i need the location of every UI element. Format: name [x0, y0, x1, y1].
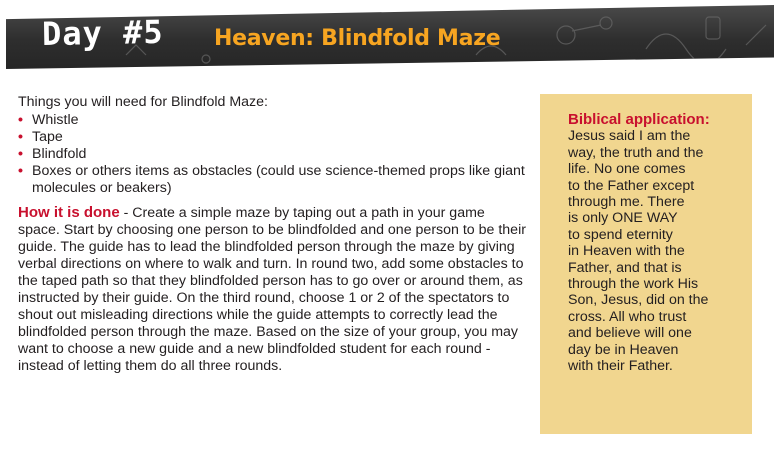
list-item: [18, 163, 528, 197]
sidebar-line: cross. All who trust: [568, 308, 687, 325]
instructions-heading: How it is done: [18, 204, 120, 221]
supplies-list: [18, 112, 528, 197]
list-item-text: Tape: [32, 129, 63, 145]
header-banner: [0, 0, 774, 74]
bullet-icon: •: [18, 146, 23, 162]
list-item: [18, 129, 528, 146]
sidebar-line: way, the truth and the: [568, 144, 704, 161]
sidebar-line: to the Father except: [568, 177, 695, 194]
sidebar-heading: Biblical application:: [568, 111, 710, 128]
sidebar-line: life. No one comes: [568, 161, 686, 178]
sidebar-line: in Heaven with the: [568, 243, 685, 260]
sidebar-line: and believe will one: [568, 325, 692, 342]
list-item-text: Whistle: [32, 112, 79, 128]
instructions-text: - Create a simple maze by taping out a path in your game space. Start by choosing one person to be blindfolded and one person to be their guide. The guide has to lead the blindfolded person through the maze by giving verbal directions on where to walk and turn. In round two, add some obstacles to the taped path so that they blindfolded person has to go over or around them, as instructed by their guide. On the third round, choose 1 or 2 of the spectators to shout out misleading directions while the guide attempts to correctly lead the blindfolded person through the maze. Based on the size of your group, you may want to choose a new guide and a new blindfolded student for each round - instead of letting them do all three rounds.: [18, 205, 526, 374]
supplies-intro: Things you will need for Blindfold Maze:: [18, 94, 268, 110]
list-item-text: Boxes or others items as obstacles (could use science-themed props like giant molecules or beakers): [32, 163, 525, 196]
sidebar-line: day be in Heaven: [568, 341, 679, 358]
biblical-application-box: [540, 94, 752, 434]
sidebar-line: Son, Jesus, did on the: [568, 292, 709, 309]
sidebar-line: is only ONE WAY: [568, 210, 678, 227]
bullet-icon: •: [18, 129, 23, 145]
sidebar-line: with their Father.: [568, 358, 673, 375]
sidebar-line: Jesus said I am the: [568, 128, 691, 145]
list-item-text: Blindfold: [32, 146, 87, 162]
page-title: Heaven: Blindfold Maze: [214, 26, 501, 51]
instructions-paragraph: [18, 204, 528, 375]
bullet-icon: •: [18, 163, 23, 179]
sidebar-line: Father, and that is: [568, 259, 682, 276]
bullet-icon: •: [18, 112, 23, 128]
sidebar-line: to spend eternity: [568, 226, 673, 243]
main-content: [18, 94, 528, 375]
day-label: Day #5: [41, 12, 164, 54]
list-item: [18, 146, 528, 163]
sidebar-line: through me. There: [568, 194, 685, 211]
sidebar-line: through the work His: [568, 276, 699, 293]
list-item: [18, 112, 528, 129]
